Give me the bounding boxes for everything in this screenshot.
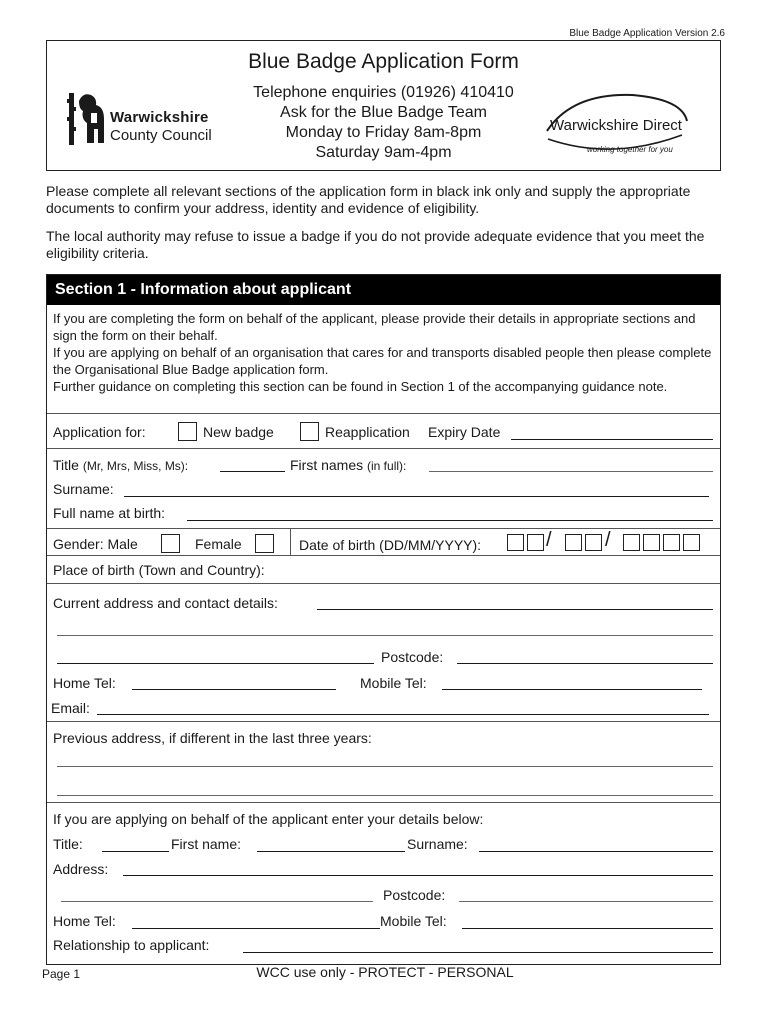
row-divider bbox=[47, 583, 720, 584]
place-of-birth-text: Place of birth bbox=[53, 562, 135, 578]
behalf-address-line-2[interactable] bbox=[61, 901, 373, 902]
intro-paragraph: Please complete all relevant sections of the application form in black ink only and supply the appropriate documents to confirm your address, identity and evidence of eligibility. bbox=[46, 183, 691, 216]
wd-logo-text: Warwickshire Direct bbox=[550, 117, 682, 134]
form-title: Blue Badge Application Form bbox=[248, 50, 519, 73]
reapplication-checkbox[interactable] bbox=[300, 422, 319, 441]
in-full-text: (in full): bbox=[367, 459, 407, 473]
relationship-label: Relationship to applicant: bbox=[53, 937, 210, 953]
behalf-home-tel-field[interactable] bbox=[132, 928, 380, 929]
behalf-title-label: Title: bbox=[53, 836, 83, 852]
behalf-mobile-tel-field[interactable] bbox=[462, 928, 713, 929]
logo-text-line1: Warwickshire bbox=[110, 109, 209, 126]
surname-field[interactable] bbox=[124, 496, 709, 497]
gender-male-label: Gender: Male bbox=[53, 536, 138, 552]
place-of-birth-label bbox=[53, 562, 265, 578]
first-names-label bbox=[290, 457, 406, 473]
contact-line: Saturday 9am-4pm bbox=[315, 144, 452, 161]
dob-year-digit-1[interactable] bbox=[623, 534, 640, 551]
section-guidance: If you are completing the form on behalf of the applicant, please provide their details in appropriate sections and sign the form on their behalf. If you are applying on behalf of an organisation that cares for and transports disabled people then please complete the Organisational Blue Badge application form. Further guidance on completing this section can be found in Section 1 of the accompanying guidance note. bbox=[53, 311, 712, 394]
new-badge-label: New badge bbox=[203, 424, 274, 440]
contact-line: Ask for the Blue Badge Team bbox=[280, 104, 487, 121]
postcode-label: Postcode: bbox=[381, 649, 444, 665]
section-heading: Section 1 - Information about applicant bbox=[47, 275, 720, 305]
title-field[interactable] bbox=[220, 471, 285, 472]
mobile-tel-label: Mobile Tel: bbox=[360, 675, 427, 691]
previous-address-line-2[interactable] bbox=[57, 795, 713, 796]
home-tel-field[interactable] bbox=[132, 689, 336, 690]
dob-month-digit-1[interactable] bbox=[565, 534, 582, 551]
surname-label: Surname: bbox=[53, 481, 114, 497]
email-field[interactable] bbox=[97, 714, 709, 715]
first-names-field[interactable] bbox=[429, 471, 713, 472]
behalf-postcode-label: Postcode: bbox=[383, 887, 446, 903]
behalf-postcode-field[interactable] bbox=[459, 901, 713, 902]
page-number: Page 1 bbox=[42, 967, 81, 981]
new-badge-checkbox[interactable] bbox=[178, 422, 197, 441]
behalf-mobile-tel-label: Mobile Tel: bbox=[380, 913, 447, 929]
behalf-heading: If you are applying on behalf of the applicant enter your details below: bbox=[53, 811, 484, 827]
contact-line: Telephone enquiries (01926) 410410 bbox=[253, 84, 514, 101]
logo-text-line2: County Council bbox=[110, 127, 212, 144]
behalf-address-field[interactable] bbox=[123, 875, 713, 876]
row-divider bbox=[47, 721, 720, 722]
behalf-first-name-field[interactable] bbox=[257, 851, 405, 852]
protective-marking: WCC use only - PROTECT - PERSONAL bbox=[256, 964, 514, 980]
full-name-at-birth-label: Full name at birth: bbox=[53, 505, 166, 521]
dob-day-digit-2[interactable] bbox=[527, 534, 544, 551]
current-address-field[interactable] bbox=[317, 609, 713, 610]
reapplication-label: Reapplication bbox=[325, 424, 410, 440]
behalf-surname-field[interactable] bbox=[479, 851, 713, 852]
email-label: Email: bbox=[51, 700, 90, 716]
title-options-text: (Mr, Mrs, Miss, Ms): bbox=[82, 459, 189, 473]
expiry-date-field[interactable] bbox=[511, 439, 713, 440]
row-divider bbox=[47, 802, 720, 803]
row-divider bbox=[47, 528, 720, 529]
dob-month-digit-2[interactable] bbox=[585, 534, 602, 551]
female-checkbox[interactable] bbox=[255, 534, 274, 553]
behalf-surname-label: Surname: bbox=[407, 836, 468, 852]
row-divider bbox=[47, 413, 720, 414]
behalf-home-tel-label: Home Tel: bbox=[53, 913, 116, 929]
postcode-field[interactable] bbox=[457, 663, 713, 664]
current-address-label: Current address and contact details: bbox=[53, 595, 278, 611]
first-names-text: First names bbox=[290, 457, 364, 473]
previous-address-label: Previous address, if different in the last three years: bbox=[53, 730, 372, 746]
town-country-text: (Town and Country): bbox=[138, 562, 265, 578]
home-tel-label: Home Tel: bbox=[53, 675, 116, 691]
mobile-tel-field[interactable] bbox=[442, 689, 702, 690]
contact-line: Monday to Friday 8am-8pm bbox=[285, 124, 482, 141]
dob-year-digit-4[interactable] bbox=[683, 534, 700, 551]
full-name-at-birth-field[interactable] bbox=[187, 520, 713, 521]
behalf-title-field[interactable] bbox=[102, 851, 169, 852]
current-address-line-2[interactable] bbox=[57, 635, 713, 636]
behalf-first-name-label: First name: bbox=[171, 836, 242, 852]
dob-year-digit-3[interactable] bbox=[663, 534, 680, 551]
header-box bbox=[46, 40, 721, 171]
wd-logo-tagline: working together for you bbox=[587, 145, 673, 154]
row-divider bbox=[47, 555, 720, 556]
female-label: Female bbox=[195, 536, 242, 552]
behalf-address-label: Address: bbox=[53, 861, 109, 877]
bear-and-ragged-staff-icon bbox=[65, 89, 109, 149]
column-divider bbox=[290, 528, 291, 555]
warwickshire-direct-logo bbox=[542, 91, 692, 163]
male-checkbox[interactable] bbox=[161, 534, 180, 553]
expiry-date-label: Expiry Date bbox=[428, 424, 501, 440]
date-separator: / bbox=[605, 529, 611, 551]
version-label: Blue Badge Application Version 2.6 bbox=[569, 28, 725, 39]
date-of-birth-label: Date of birth (DD/MM/YYYY): bbox=[299, 537, 482, 553]
section-1-form bbox=[46, 274, 721, 965]
relationship-field[interactable] bbox=[243, 952, 713, 953]
title-label-text: Title bbox=[53, 457, 79, 473]
warwickshire-county-council-logo bbox=[65, 89, 225, 149]
dob-year-digit-2[interactable] bbox=[643, 534, 660, 551]
current-address-line-3[interactable] bbox=[57, 663, 374, 664]
dob-day-digit-1[interactable] bbox=[507, 534, 524, 551]
previous-address-line-1[interactable] bbox=[57, 766, 713, 767]
application-for-label: Application for: bbox=[53, 424, 146, 440]
date-separator: / bbox=[546, 529, 552, 551]
title-label bbox=[53, 457, 188, 473]
row-divider bbox=[47, 448, 720, 449]
intro-paragraph: The local authority may refuse to issue a badge if you do not provide adequate evidence that you meet the eligibility criteria. bbox=[46, 228, 705, 261]
